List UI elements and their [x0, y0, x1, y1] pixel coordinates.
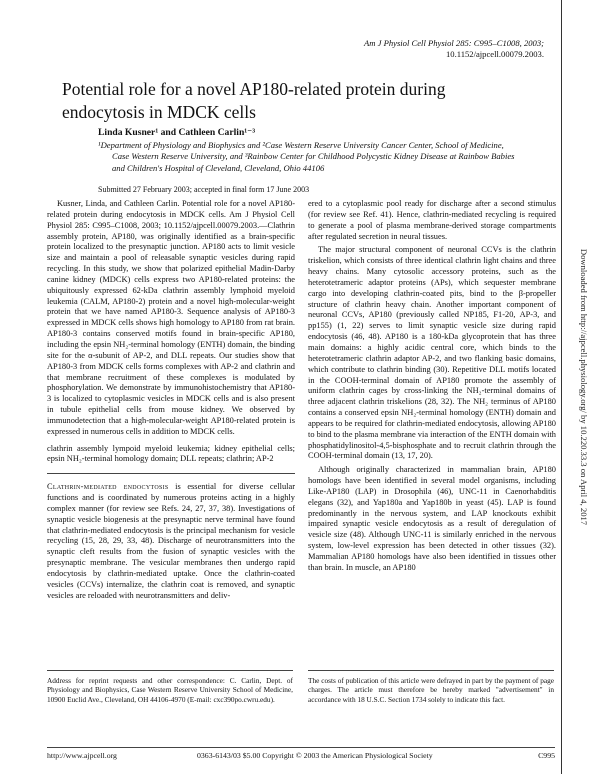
- right-paragraph-2: The major structural component of neuronal CCVs is the clathrin triskelion, which consists of three identical clathrin light chains and three heavy chains. Many cytosolic accessory proteins, such as the heterotetrameric adaptor proteins (APs), which sequester membrane cargo into developing clathrin-coated pits, bind to the β-propeller structure of clathrin heavy chain. Another important component of neuronal CCVs, AP180 (previously called NP185, F1-20, AP-3, and pp155) (1, 22) serves to limit synaptic vesicle size during rapid endocytosis (46, 48). AP180 is a 180-kDa glycoprotein that has three main domains: a highly acidic central core, which binds to the heterotetrameric clathrin adaptor AP-2, and two flanking basic domains, which contribute to clathrin binding (30). Repetitive DLL motifs located in the COOH-terminal domain of AP180 promote the assembly of uniform clathrin cages by cross-linking the NH₂-terminal domains of three adjacent clathrin triskelions (28, 32). The NH₂ terminus of AP180 contains a conserved epsin NH₂-terminal homology (ENTH) domain and appears to be required for clathrin-mediated endocytosis, allowing AP180 to bind to the plasma membrane via interaction of the ENTH domain with phosphatidylinositol-4,5-bisphosphate and to recruit clathrin through the COOH-terminal domain (13, 17, 20).: [308, 245, 556, 461]
- right-paragraph-3: Although originally characterized in mammalian brain, AP180 homologs have been identified in several model organisms, including Like-AP180 (LAP) in Drosophila (46), UNC-11 in Caenorhabditis elegans (32), and Yap180a and Yap180b in yeast (45). LAP is found predominantly in the nervous system, and LAP knockouts exhibit impaired synaptic vesicle endocytosis as a result of deregulation of vesicle size (48). Although UNC-11 is similarly enriched in the nervous system, low-level expression has been detected in other tissues (32). Mammalian AP180 homologs have also been identified in tissues other than brain. In muscle, an AP180: [308, 465, 556, 572]
- footnote-divider-left: [47, 670, 293, 671]
- download-note[interactable]: Downloaded from http://ajpcell.physiology.org/ by 10.220.33.3 on April 4, 2017: [579, 248, 589, 526]
- abstract-divider: [47, 473, 295, 474]
- footer-copyright: 0363-6143/03 $5.00 Copyright © 2003 the American Physiological Society: [197, 751, 433, 760]
- right-paragraph-1: ered to a cytoplasmic pool ready for discharge after a second stimulus (for review see Ref. 41). Hence, clathrin-mediated recycling is required to generate a pool of plasma membrane-derived storage compartments after regulated secretion in neural tissues.: [308, 199, 556, 241]
- article-authors: Linda Kusner¹ and Cathleen Carlin¹⁻³: [98, 127, 256, 138]
- footer-url[interactable]: http://www.ajpcell.org: [47, 751, 117, 760]
- journal-citation: [364, 38, 544, 60]
- journal-doi: 10.1152/ajpcell.00079.2003.: [445, 49, 544, 59]
- introduction: [47, 482, 295, 601]
- intro-text: is essential for diverse cellular functions and is coordinated by numerous proteins acting in a highly complex manner (for review see Refs. 24, 27, 37, 38). Investigations of synaptic vesicle biogenesis at the presynaptic nerve terminal have found that clathrin-mediated endocytosis is the principal mechanism for vesicle recycling (15, 28, 29, 33, 48). Discharge of neurotransmitters into the synaptic cleft results from the fusion of synaptic vesicles with the presynaptic membrane. The vesicular membranes then undergo rapid endocytosis by clathrin-mediated uptake. Once the clathrin-coated vesicles (CCVs) internalize, the clathrin coat is removed, and synaptic vesicles are reloaded with neurotransmitters and deliv-: [47, 482, 296, 600]
- article-title: Potential role for a novel AP180-related protein during endocytosis in MDCK cells: [62, 79, 446, 122]
- footnote-correspondence: Address for reprint requests and other correspondence: C. Carlin, Dept. of Physiology and Biophysics, Case Western Reserve University School of Medicine, 10900 Euclid Ave., Cleveland, OH 44106-4970 (E-mail: cxc390po.cwru.edu).: [47, 676, 293, 704]
- right-column: [308, 199, 556, 577]
- article-affiliations: ¹Department of Physiology and Biophysics and ²Case Western Reserve University Cancer Center, School of Medicine, Case Western Reserve University, and ³Rainbow Center for Childhood Polycystic Kidney Disease at Rainbow Babies and Children's Hospital of Cleveland, Cleveland, Ohio 44106: [98, 140, 515, 173]
- footnote-page-charges: The costs of publication of this article were defrayed in part by the payment of page charges. The article must therefore be hereby marked "advertisement" in accordance with 18 U.S.C. Section 1734 solely to indicate this fact.: [308, 676, 554, 704]
- submission-dates: Submitted 27 February 2003; accepted in final form 17 June 2003: [98, 185, 310, 194]
- left-column: [47, 199, 295, 605]
- journal-ref-text: Am J Physiol Cell Physiol 285: C995–C1008, 2003;: [364, 38, 544, 48]
- abstract-text: Kusner, Linda, and Cathleen Carlin. Potential role for a novel AP180-related protein during endocytosis in MDCK cells. Am J Physiol Cell Physiol 285: C995–C1008, 2003; 10.1152/ajpcell.00079.2003.—Clathrin assembly protein, AP180, was originally identified as a brain-specific protein localized to the presynaptic junction. AP180 acts to limit vesicle size and maintain a pool of releasable synaptic vesicles during rapid recycling. In this study, we show that polarized epithelial Madin-Darby canine kidney (MDCK) cells express two AP180-related proteins: the ubiquitously expressed 62-kDa clathrin assembly lymphoid myeloid leukemia (CALM, AP180-2) protein and a novel high-molecular-weight protein that we have named AP180-3. Sequence analysis of AP180-3 expressed in MDCK cells shows high homology to AP180 from rat brain. AP180-3 contains conserved motifs found in brain-specific AP180, including the epsin NH₂-terminal homology (ENTH) domain, the binding site for the α-subunit of AP-2, and DLL repeats. Our studies show that AP180-3 from MDCK cells forms complexes with AP-2 and clathrin and that membrane recruitment of these complexes is modulated by phosphorylation. We demonstrate by immunohistochemistry that AP180-3 is localized to cytoplasmic vesicles in MDCK cells and is also present in tubule epithelial cells from mouse kidney. We observed by immunodetection that a high-molecular-weight AP180-related protein is expressed in numerous cells in addition to MDCK cells.: [47, 199, 295, 436]
- keywords: clathrin assembly lympoid myeloid leukemia; kidney epithelial cells; epsin NH₂-terminal homology domain; DLL repeats; clathrin; AP-2: [47, 443, 295, 464]
- footnote-divider-right: [308, 670, 554, 671]
- intro-paragraph: [47, 482, 295, 601]
- page-footer: [47, 747, 555, 762]
- abstract: [47, 199, 295, 465]
- intro-lead: Clathrin-mediated endocytosis: [47, 482, 169, 492]
- page-number: C995: [538, 751, 555, 760]
